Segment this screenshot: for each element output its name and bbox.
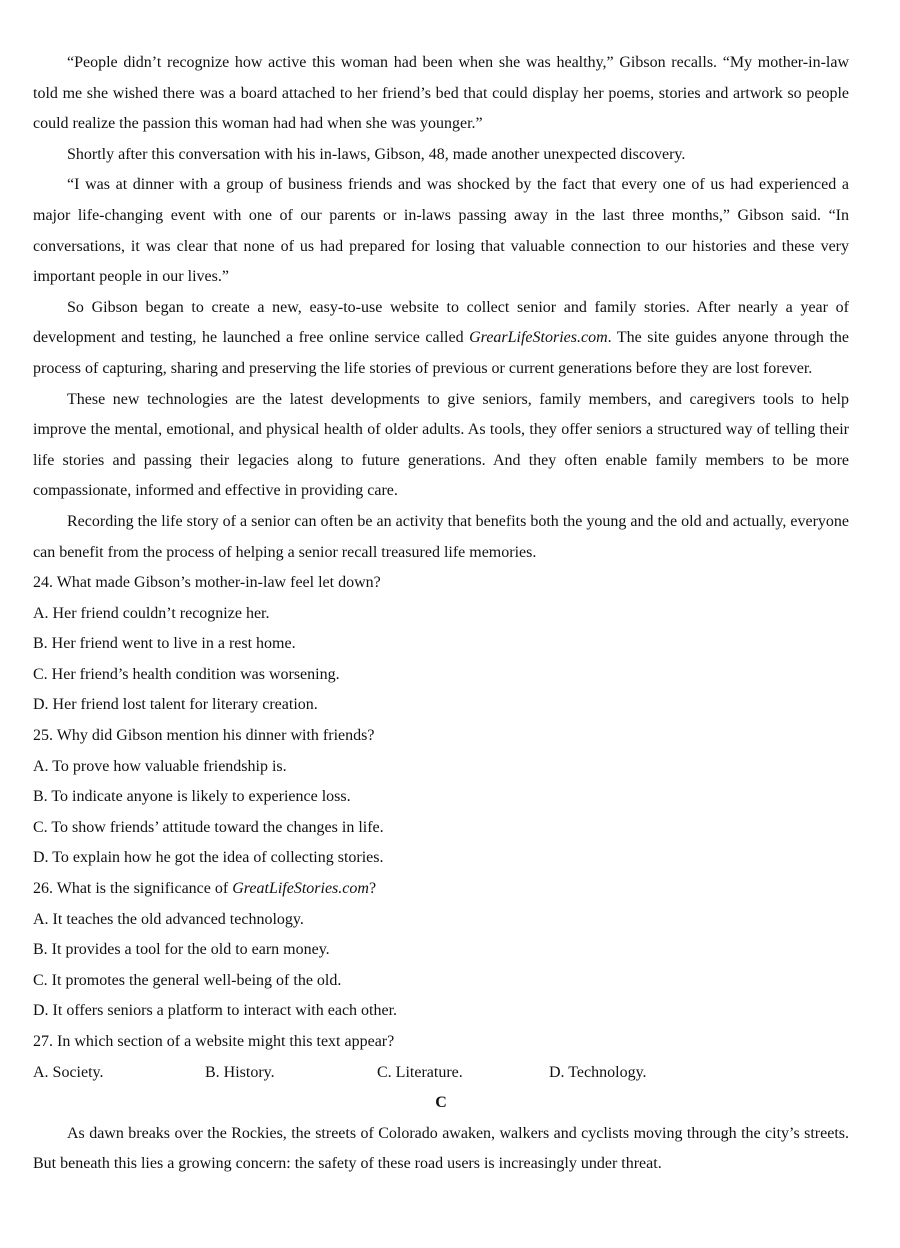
- passage-paragraph: As dawn breaks over the Rockies, the streets of Colorado awaken, walkers and cyclists moving through the city’s streets. But beneath this lies a growing concern: the safety of these road users is increasingly under threat.: [33, 1124, 849, 1173]
- option-d: D. It offers seniors a platform to interact with each other.: [33, 1002, 398, 1020]
- option-a: A. Society.: [33, 1063, 104, 1081]
- question-26: [33, 874, 849, 1027]
- passage-paragraph: [33, 293, 849, 385]
- question-27: [33, 1027, 849, 1088]
- stem-text: ?: [368, 880, 377, 898]
- section-heading: C: [435, 1094, 447, 1112]
- passage-paragraph: “People didn’t recognize how active this woman had been when she was healthy,” Gibson recalls. “My mother-in-law told me she wished there was a board attached to her friend’s bed that could display her poems, stories and artwork so people could realize the passion this woman had had when she was younger.”: [33, 54, 849, 133]
- passage-paragraph: These new technologies are the latest developments to give seniors, family members, and caregivers tools to help improve the mental, emotional, and physical health of older adults. As tools, they offer seniors a structured way of telling their life stories and passing their legacies along to future generations. And they often enable family members to be more compassionate, informed and effective in providing care.: [33, 390, 849, 500]
- paragraph-text: So Gibson began to create a new, easy-to-use website to collect senior and family stories. After nearly a year of development and testing, he launched a free online service called: [33, 298, 849, 347]
- option-d: D. Her friend lost talent for literary creation.: [33, 696, 318, 714]
- paragraph-text: . The site guides anyone through the process of capturing, sharing and preserving the life stories of previous or current generations before they are lost forever.: [33, 329, 849, 377]
- option-b: B. It provides a tool for the old to earn money.: [33, 941, 330, 959]
- option-d: D. To explain how he got the idea of collecting stories.: [33, 849, 384, 867]
- options-row: [33, 1058, 849, 1089]
- question-stem: 25. Why did Gibson mention his dinner with friends?: [33, 727, 375, 745]
- passage-paragraph: Shortly after this conversation with his in-laws, Gibson, 48, made another unexpected discovery.: [67, 145, 686, 163]
- question-25: [33, 721, 849, 874]
- option-c: C. It promotes the general well-being of the old.: [33, 971, 342, 989]
- question-stem: 27. In which section of a website might this text appear?: [33, 1033, 395, 1050]
- option-a: A. It teaches the old advanced technology.: [33, 910, 304, 928]
- option-b: B. History.: [205, 1063, 275, 1081]
- option-b: B. Her friend went to live in a rest home.: [33, 635, 296, 653]
- option-c: C. Her friend’s health condition was worsening.: [33, 665, 340, 683]
- question-24: [33, 568, 849, 721]
- passage-paragraph: Recording the life story of a senior can often be an activity that benefits both the young and the old and actually, everyone can benefit from the process of helping a senior recall treasured life memories.: [33, 512, 849, 561]
- question-stem: 24. What made Gibson’s mother-in-law feel let down?: [33, 574, 381, 592]
- option-c: C. Literature.: [377, 1063, 463, 1081]
- website-name: GrearLifeStories.com: [469, 329, 608, 347]
- option-a: A. Her friend couldn’t recognize her.: [33, 604, 270, 622]
- stem-text: 26. What is the significance of: [33, 880, 233, 898]
- option-d: D. Technology.: [549, 1063, 647, 1081]
- passage-paragraph: “I was at dinner with a group of business friends and was shocked by the fact that every one of us had experienced a major life-changing event with one of our parents or in-laws passing away in the last three months,” Gibson said. “In conversations, it was clear that none of us had prepared for losing that valuable connection to our histories and these very important people in our lives.”: [33, 176, 849, 286]
- option-c: C. To show friends’ attitude toward the changes in life.: [33, 818, 384, 836]
- document-page: [33, 48, 849, 1180]
- website-name: GreatLifeStories.com: [232, 880, 369, 898]
- option-b: B. To indicate anyone is likely to experience loss.: [33, 788, 351, 806]
- question-stem: [33, 874, 849, 905]
- option-a: A. To prove how valuable friendship is.: [33, 757, 287, 775]
